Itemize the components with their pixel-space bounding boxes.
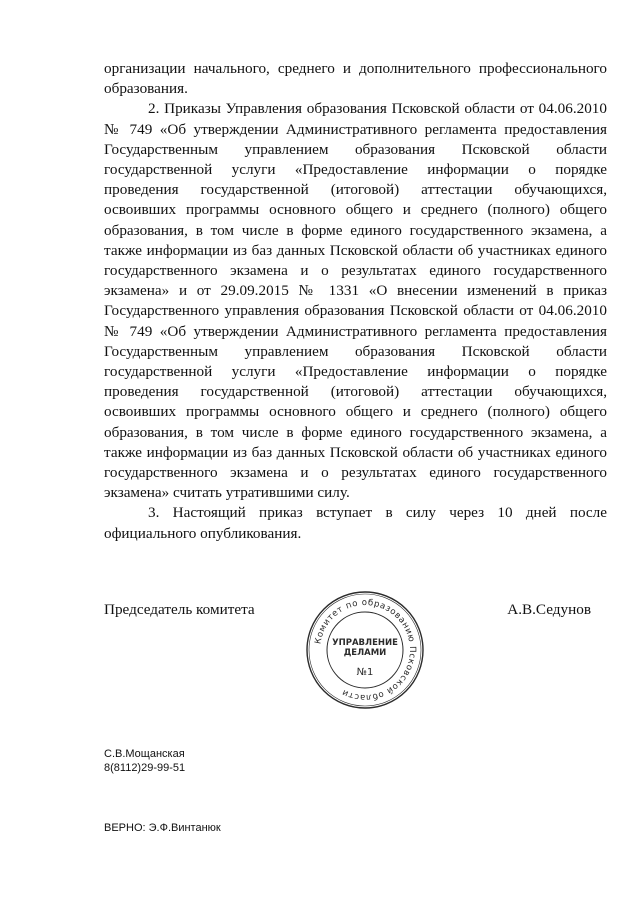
stamp-line1: УПРАВЛЕНИЕ — [332, 638, 398, 648]
executor-block — [104, 747, 185, 775]
item-3-paragraph: 3. Настоящий приказ вступает в силу через 10 дней после официального опубликования. — [104, 504, 607, 542]
stamp-ring-text: Комитет по образованию Псковской области — [313, 597, 418, 703]
item-2-paragraph: 2. Приказы Управления образования Псковской области от 04.06.2010 № 749 «Об утверждении Административного регламента предоставления Государственным управлением образования Псковской области государственной услуги «Предоставление информации о порядке проведения государственной (итоговой) аттестации обучающихся, освоивших программы основного общего и среднего (полного) общего образования, в том числе в форме единого государственного экзамена, а также информации из баз данных Псковской области об участниках единого государственного экзамена и о результатах единого государственного экзамена» и от 29.09.2015 № 1331 «О внесении изменений в приказ Государственного управления образования Псковской области от 04.06.2010 № 749 «Об утверждении Административного регламента предоставления Государственным управлением образования Псковской области государственной услуги «Предоставление информации о порядке проведения государственной (итоговой) аттестации обучающихся, освоивших программы основного общего и среднего (полного) общего образования, в том числе в форме единого государственного экзамена, а также информации из баз данных Псковской области об участниках единого государственного экзамена и о результатах единого государственного экзамена» считать утратившими силу. — [104, 100, 607, 502]
stamp-line2: ДЕЛАМИ — [343, 648, 387, 658]
document-body — [104, 59, 607, 544]
executor-phone: 8(8112)29-99-51 — [104, 762, 186, 774]
paragraph-continuation: организации начального, среднего и дополнительного профессионального образования. — [104, 60, 607, 98]
signature-name: А.В.Седунов — [507, 601, 591, 618]
executor-name: С.В.Мощанская — [104, 748, 185, 760]
signature-title: Председатель комитета — [104, 601, 255, 618]
certification-line: ВЕРНО: Э.Ф.Винтанюк — [104, 822, 221, 834]
stamp-number: №1 — [356, 667, 374, 678]
official-stamp — [304, 589, 426, 711]
